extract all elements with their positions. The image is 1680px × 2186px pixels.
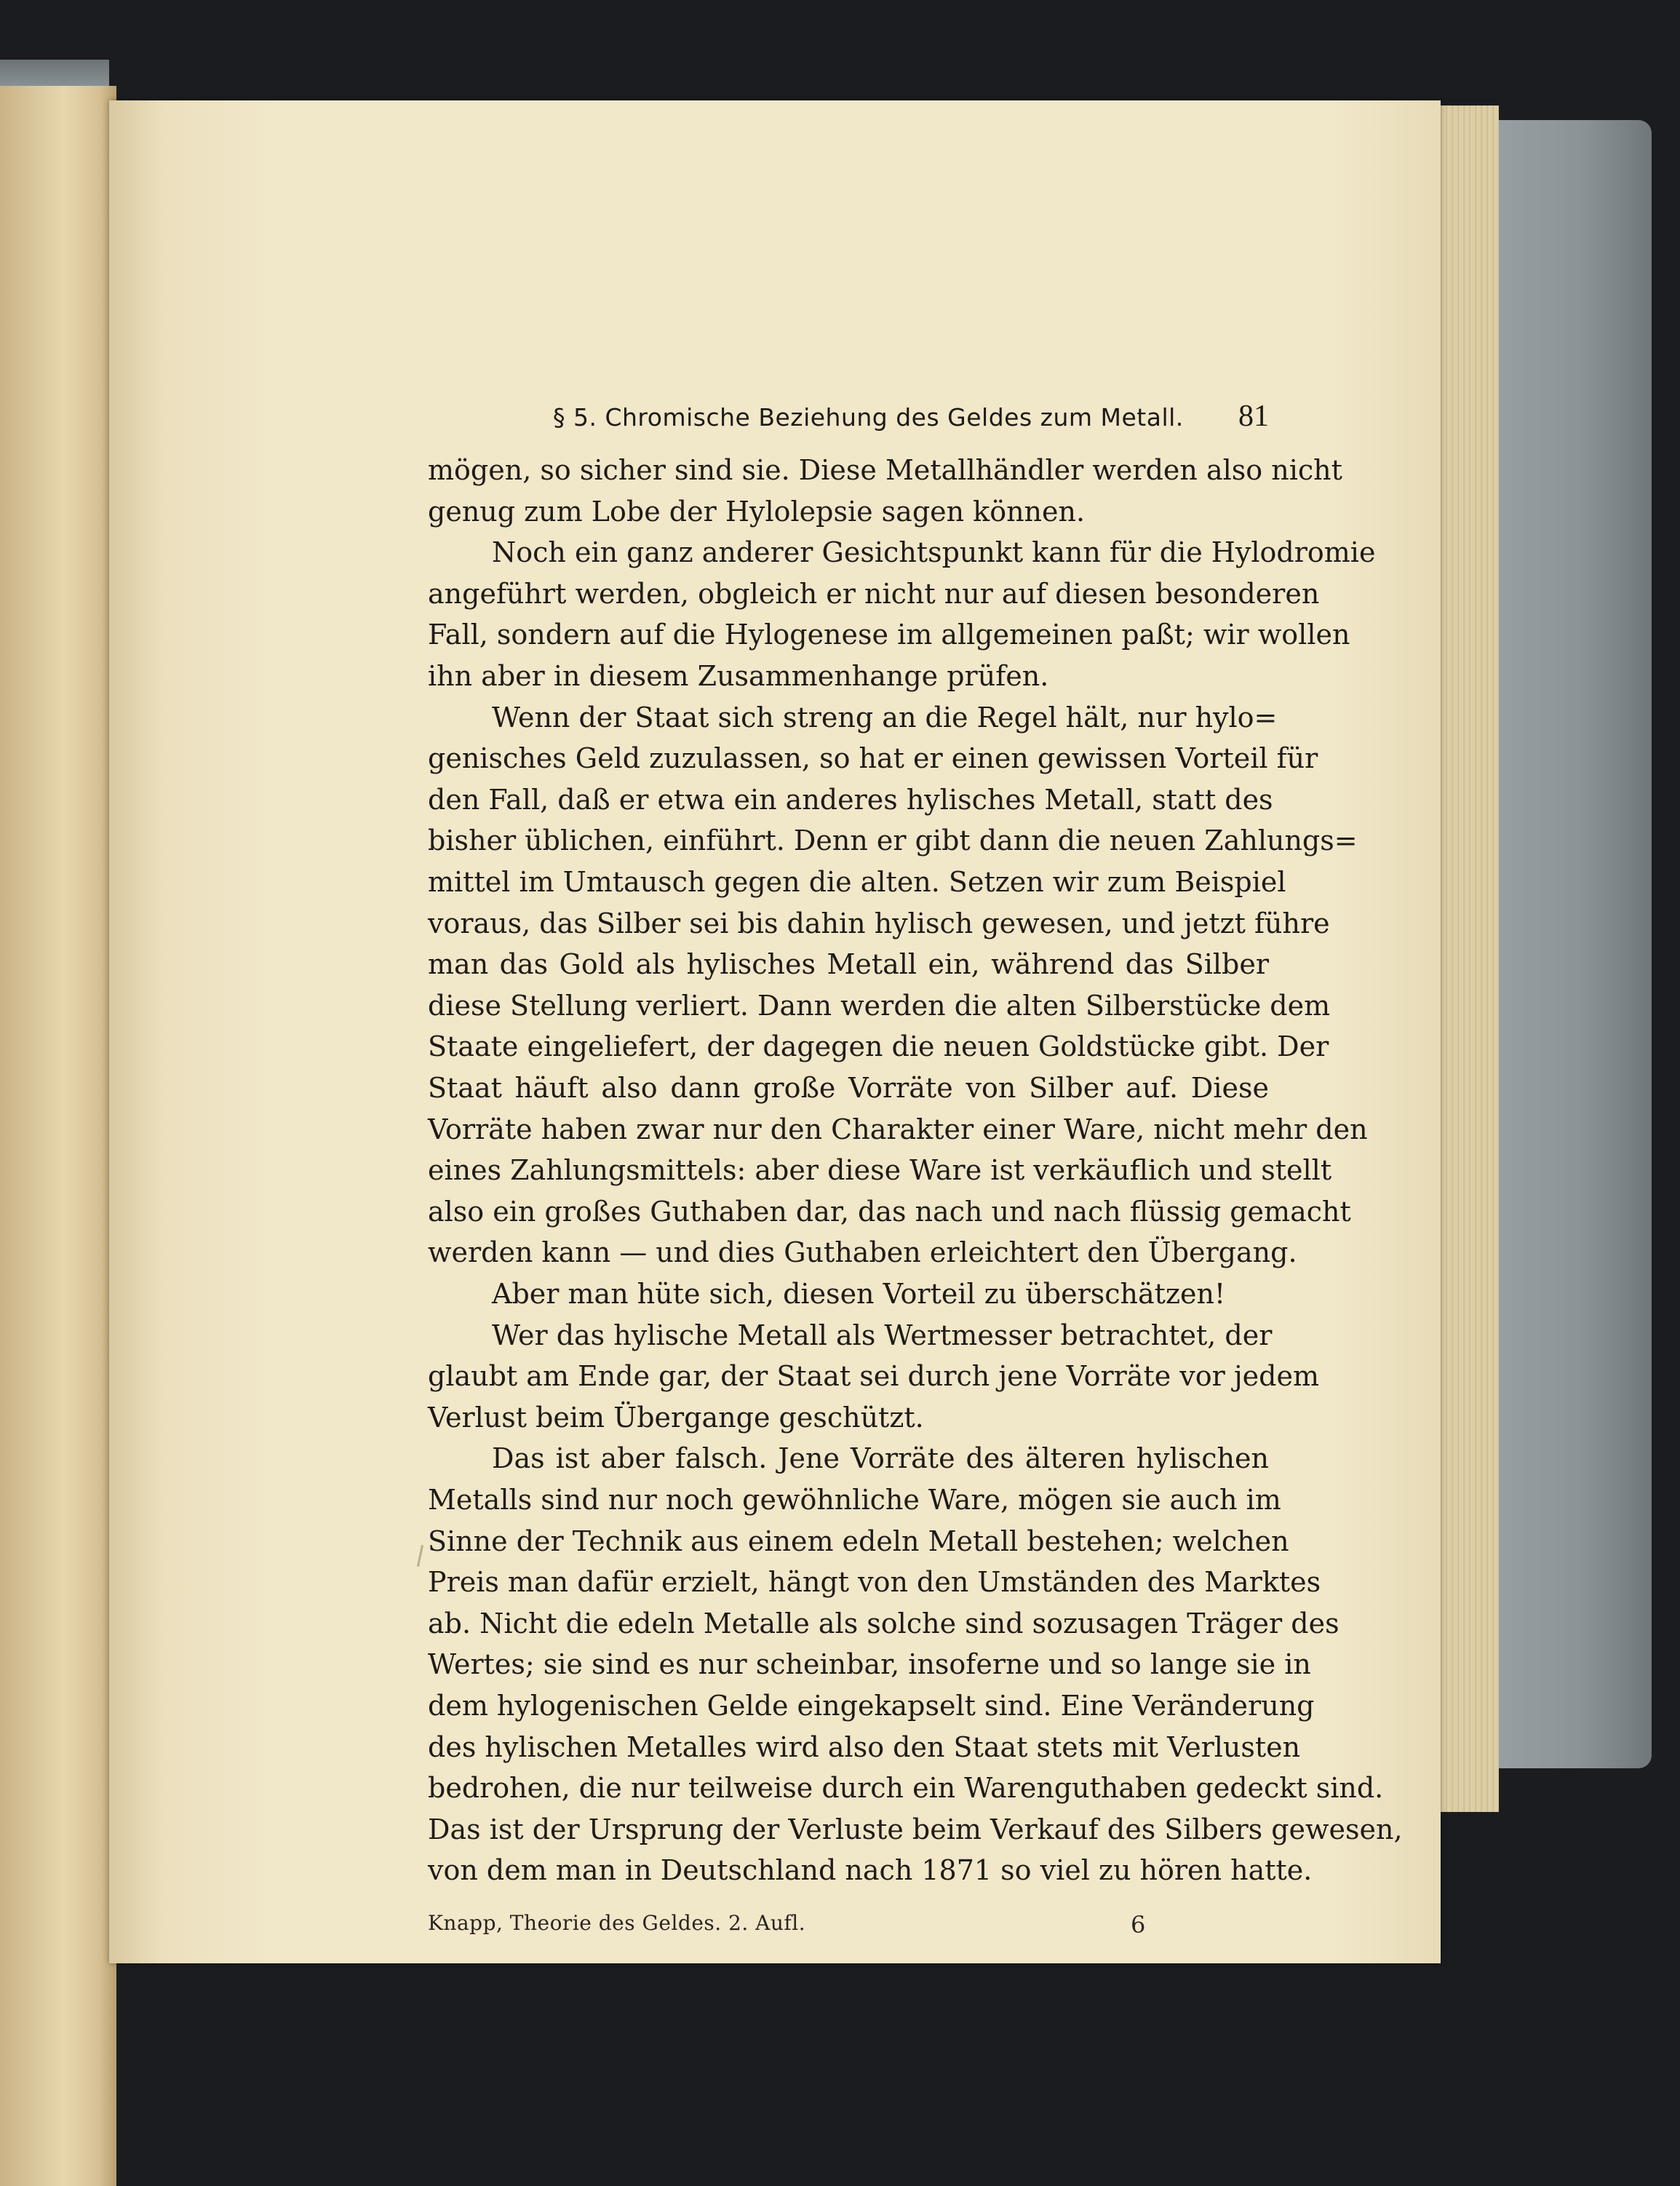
text-line: Das ist aber falsch. Jene Vorräte des älteren hylischen: [492, 1442, 1269, 1474]
page-stack-edge: [1437, 106, 1499, 1812]
text-line: diese Stellung verliert. Dann werden die alten Silberstücke dem: [428, 990, 1331, 1022]
text-line: dem hylogenischen Gelde eingekapselt sind. Eine Veränderung: [428, 1690, 1315, 1722]
text-line: genisches Geld zuzulassen, so hat er einen gewissen Vorteil für: [428, 742, 1318, 774]
running-title: § 5. Chromische Beziehung des Geldes zum Metall.: [553, 403, 1184, 432]
text-line: Aber man hüte sich, diesen Vorteil zu überschätzen!: [492, 1278, 1226, 1310]
text-line: werden kann — und dies Guthaben erleichtert den Übergang.: [428, 1236, 1297, 1268]
text-line: Sinne der Technik aus einem edeln Metall bestehen; welchen: [428, 1525, 1289, 1557]
text-line: Fall, sondern auf die Hylogenese im allgemeinen paßt; wir wollen: [428, 619, 1350, 651]
page-footer: [428, 1911, 1269, 1940]
text-line: Wenn der Staat sich streng an die Regel hält, nur hylo=: [492, 701, 1278, 734]
text-line: Verlust beim Übergange geschützt.: [428, 1402, 924, 1434]
book-page: [109, 100, 1441, 1963]
text-line: glaubt am Ende gar, der Staat sei durch jene Vorräte vor jedem: [428, 1360, 1319, 1392]
text-line: Das ist der Ursprung der Verluste beim Verkauf des Silbers gewesen,: [428, 1813, 1403, 1845]
text-line: den Fall, daß er etwa ein anderes hylisches Metall, statt des: [428, 784, 1273, 816]
left-page-edge: [0, 86, 116, 2186]
text-line: Wer das hylische Metall als Wertmesser betrachtet, der: [492, 1319, 1273, 1351]
text-line: des hylischen Metalles wird also den Staat stets mit Verlusten: [428, 1731, 1301, 1763]
left-book-cover-edge: [0, 60, 109, 89]
text-line: Metalls sind nur noch gewöhnliche Ware, mögen sie auch im: [428, 1484, 1281, 1516]
text-line: Staat häuft also dann große Vorräte von Silber auf. Diese: [428, 1072, 1269, 1104]
text-line: Preis man dafür erzielt, hängt von den Umständen des Marktes: [428, 1566, 1321, 1598]
text-line: voraus, das Silber sei bis dahin hylisch gewesen, und jetzt führe: [428, 907, 1330, 939]
text-line: ihn aber in diesem Zusammenhange prüfen.: [428, 660, 1049, 692]
sheet-number: 6: [1131, 1911, 1146, 1939]
text-line: Staate eingeliefert, der dagegen die neuen Goldstücke gibt. Der: [428, 1030, 1329, 1062]
book-cover: [1477, 120, 1652, 1768]
stray-mark: [417, 1545, 423, 1567]
text-line: Vorräte haben zwar nur den Charakter einer Ware, nicht mehr den: [428, 1113, 1368, 1145]
text-line: bisher üblichen, einführt. Denn er gibt dann die neuen Zahlungs=: [428, 824, 1358, 856]
text-line: man das Gold als hylisches Metall ein, während das Silber: [428, 948, 1269, 980]
text-line: ab. Nicht die edeln Metalle als solche sind sozusagen Träger des: [428, 1607, 1339, 1640]
signature-line: Knapp, Theorie des Geldes. 2. Aufl.: [428, 1911, 806, 1935]
text-line: also ein großes Guthaben dar, das nach und nach flüssig gemacht: [428, 1196, 1351, 1228]
text-line: eines Zahlungsmittels: aber diese Ware ist verkäuflich und stellt: [428, 1154, 1332, 1186]
running-header: [428, 399, 1269, 442]
text-line: genug zum Lobe der Hylolepsie sagen können.: [428, 496, 1086, 528]
text-line: angeführt werden, obgleich er nicht nur auf diesen besonderen: [428, 578, 1320, 610]
text-line: Wertes; sie sind es nur scheinbar, insoferne und so lange sie in: [428, 1648, 1311, 1680]
page-number: 81: [1238, 400, 1269, 433]
text-line: mögen, so sicher sind sie. Diese Metallhändler werden also nicht: [428, 454, 1342, 486]
text-line: mittel im Umtausch gegen die alten. Setzen wir zum Beispiel: [428, 866, 1286, 898]
text-line: Noch ein ganz anderer Gesichtspunkt kann für die Hylodromie: [492, 536, 1376, 568]
text-line: bedrohen, die nur teilweise durch ein Warenguthaben gedeckt sind.: [428, 1772, 1384, 1804]
text-line: von dem man in Deutschland nach 1871 so viel zu hören hatte.: [428, 1854, 1313, 1886]
